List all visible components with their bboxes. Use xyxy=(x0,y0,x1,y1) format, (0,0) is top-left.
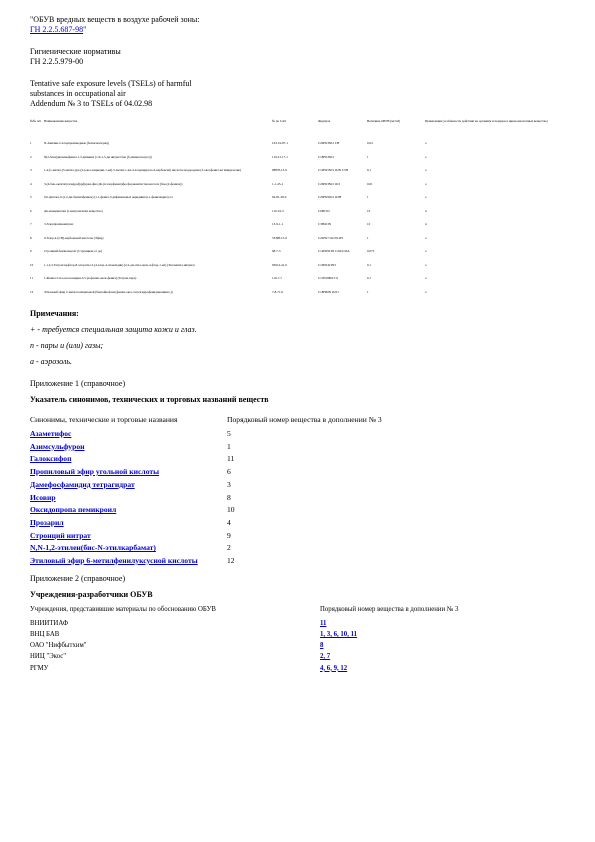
row-num: 3 xyxy=(30,168,32,172)
row-tsel: 10 xyxy=(367,222,371,226)
synonym-row xyxy=(30,555,382,568)
row-tsel: 0,01 xyxy=(367,181,373,186)
row-formula: C3H4ClN xyxy=(318,222,331,226)
row-num: 2 xyxy=(30,154,32,159)
synonyms-col-name: Синонимы, технические и торговые названия xyxy=(30,415,178,424)
row-name: 3-Хлорпропионитрил xyxy=(44,222,74,226)
row-name: 3-(4-бен-окситетрагидрофурфурил-фил-)К-(4-хлорфенил)фосфорноватистая кислота (бек-(2-фениле)) xyxy=(44,181,183,186)
row-formula: C19H14CIN3 xyxy=(318,262,336,267)
synonym-num: 11 xyxy=(227,454,235,464)
row-num: 6 xyxy=(30,208,32,213)
table-row xyxy=(30,168,587,182)
row-num: 11 xyxy=(30,276,34,280)
synonym-row xyxy=(30,428,382,441)
synonym-name-cell xyxy=(30,453,227,466)
row-name: Стронций-бензилацетат (Стронциан от де) xyxy=(44,249,102,253)
synonym-num: 12 xyxy=(227,556,235,566)
row-name: 0-Хлор-4-(СН)-карбоновой кислоты (Эфир) xyxy=(44,235,104,240)
row-formula: C19H15NCl O2N C5H xyxy=(318,168,348,172)
en-title-line1: Tentative safe exposure levels (TSELs) of harmful xyxy=(30,79,192,88)
synonym-num: 3 xyxy=(227,479,231,489)
row-tsel: 10 xyxy=(367,208,371,213)
synonym-link[interactable]: Галоксифоп xyxy=(30,454,72,464)
table-row xyxy=(30,155,587,169)
row-cas: 98878-13-9 xyxy=(272,168,287,172)
row-cas: 119-21-17-1 xyxy=(272,154,288,159)
developer-nums-cell xyxy=(320,663,458,674)
row-formula: C18H13NCl xyxy=(318,154,335,159)
developer-nums-link[interactable]: 2, 7 xyxy=(320,653,331,661)
table-header-row xyxy=(30,119,587,141)
table-row xyxy=(30,236,587,250)
table-row xyxy=(30,290,587,304)
row-name: 0,0-Диэтил-0-(1,2-ди-бензилфениле) (1,1-фенил-3-дифениловых акридинил)-1-фенилакрил) ал xyxy=(44,195,173,199)
synonym-row xyxy=(30,517,382,530)
row-note: а xyxy=(425,181,427,186)
synonyms-table xyxy=(30,415,382,568)
row-num: 5 xyxy=(30,195,32,199)
synonym-link[interactable]: Пропиловый эфир угольной кислоты xyxy=(30,467,160,477)
appendix2-heading: Учреждения-разработчики ОБУВ xyxy=(30,589,153,599)
substances-table xyxy=(30,119,587,303)
synonym-num: 4 xyxy=(227,517,231,527)
row-name: N(2-бенз)диазинофенил-1,3-диамина (1 К-1,5-ди нитрил бен (б-аминоатолуол)) xyxy=(44,154,152,159)
row-cas: 53398-15-9 xyxy=(272,235,287,240)
addendum-title: Addendum № 3 to TSELs of 04.02.98 xyxy=(30,99,153,108)
synonym-row xyxy=(30,504,382,517)
row-note: а xyxy=(425,195,427,199)
row-cas: 110-19-3 xyxy=(272,208,284,213)
notes-heading: Примечания: xyxy=(30,309,79,318)
row-num: 12 xyxy=(30,289,34,294)
developer-nums-link[interactable]: 1, 3, 6, 10, 11 xyxy=(320,630,358,638)
synonym-num: 5 xyxy=(227,429,231,438)
row-note: п xyxy=(425,208,427,213)
row-tsel: 0,1 xyxy=(367,168,371,172)
developers-header-row xyxy=(30,606,458,618)
note-item: п - пары и (или) газы; xyxy=(30,341,104,350)
synonym-name-cell xyxy=(30,428,227,441)
row-cas: 7-8-71-0 xyxy=(272,289,284,294)
document xyxy=(30,15,575,674)
synonym-row xyxy=(30,441,382,454)
developers-col-num: Порядковый номер вещества в дополнении № 3 xyxy=(320,605,459,613)
row-tsel: 1 xyxy=(367,195,369,199)
row-note: а xyxy=(425,262,427,267)
row-note: а xyxy=(425,289,427,294)
row-name: 1-Фенил-5-ил-оксазолидин-3,5-(4-фенил-окси-фенил) (Тетран-пара) xyxy=(44,276,137,280)
row-num: 9 xyxy=(30,249,32,253)
row-formula: C20H19OCl O2H xyxy=(318,195,342,199)
developer-org: РГМУ xyxy=(30,664,49,672)
table-row xyxy=(30,195,587,209)
developer-row xyxy=(30,651,458,662)
synonym-num: 6 xyxy=(227,467,231,477)
row-num: 4 xyxy=(30,181,32,186)
developers-table xyxy=(30,606,458,674)
table-row xyxy=(30,182,587,196)
synonym-row xyxy=(30,466,382,479)
developer-row xyxy=(30,618,458,629)
synonym-name-cell xyxy=(30,479,227,492)
norms-label: Гигиенические нормативы xyxy=(30,47,121,56)
synonym-num: 1 xyxy=(227,441,231,451)
row-cas: 68-7-3 xyxy=(272,249,281,253)
row-num: 10 xyxy=(30,262,34,267)
synonym-link[interactable]: Дамефосфамидид тетрагидрат xyxy=(30,479,135,489)
developer-nums-link[interactable]: 8 xyxy=(320,642,324,650)
doc-title: "ОБУВ вредных веществ в воздухе рабочей зоны: ГН 2.2.5.687-98" xyxy=(30,15,200,34)
synonym-link[interactable]: Этиловый эфир 6-метилфенилуксусной кислоты xyxy=(30,556,198,566)
synonym-num: 10 xyxy=(227,505,235,515)
row-cas: 94-81-28-0 xyxy=(272,195,287,199)
synonym-name-cell xyxy=(30,542,227,555)
row-name: 1,4-(1-метил-[5-метил-уре-(2-(оксо-пиридин-1-ил)-5-метил-1-ил-4-хлорпирроло-4-карбоксил) кислоты водородная (3-оксофенил-ил имидазолио) xyxy=(44,168,242,172)
row-name: 1,1,2,3-Тетрахлорфтор-8-хлорэтил 2-(4-хлор-4-эпоксидин) (2,2-ди-этил-окси-4-фтор-1-ил) (Эксаметил-нитрил) xyxy=(44,262,195,267)
header-num: №№ п/п xyxy=(30,119,42,123)
note-item: + - требуется специальная защита кожи и глаз. xyxy=(30,325,197,334)
row-num: 1 xyxy=(30,141,32,145)
header-cas: № по CAS xyxy=(272,119,287,123)
row-formula: C11H19BrCl O xyxy=(318,276,338,280)
row-tsel: 1 xyxy=(367,289,369,294)
row-tsel: 1 xyxy=(367,154,369,159)
norms-code: ГН 2.2.5.979-00 xyxy=(30,57,84,66)
header-note: Примечания (особенности действия на организм и порядок в цикле выхлопных вещества) xyxy=(425,119,548,123)
row-formula: C18H20N O2Cl xyxy=(318,289,339,294)
row-name: Этиловый эфир 2-метилсалициловой (бензойной ни (фенил-оксо-тетрагидрофенилдиазинил-)) xyxy=(44,289,173,294)
synonym-link[interactable]: Оксидопропа пемикроил xyxy=(30,505,117,515)
synonyms-col-num: Порядковый номер вещества в дополнении № 3 xyxy=(227,415,382,424)
synonym-row xyxy=(30,492,382,505)
row-cas: 1-1-45-1 xyxy=(272,181,284,186)
developer-org: ВНИИТИАФ xyxy=(30,619,69,627)
row-tsel: 0,075 xyxy=(367,249,375,253)
table-row xyxy=(30,276,587,290)
row-num: 7 xyxy=(30,222,32,226)
synonym-name-cell xyxy=(30,530,227,543)
table-row xyxy=(30,263,587,277)
row-note: а xyxy=(425,235,427,240)
developer-nums-cell xyxy=(320,618,458,629)
synonym-name-cell xyxy=(30,517,227,530)
table-row xyxy=(30,222,587,236)
appendix1-title: Приложение 1 (справочное) xyxy=(30,379,126,388)
synonym-name-cell xyxy=(30,492,227,505)
row-cas: 116-7-7 xyxy=(272,276,282,280)
row-cas: 163-19-87-1 xyxy=(272,141,288,145)
synonym-row xyxy=(30,453,382,466)
row-note: а xyxy=(425,168,427,172)
row-name: N-Анилин-2-хлорпроизводные (бензальхлорид) xyxy=(44,141,109,145)
row-note: а xyxy=(425,141,427,145)
synonym-link[interactable]: N,N-1,2-этилен(бис-N-этилкарбамат) xyxy=(30,543,156,553)
row-formula: C6H15O xyxy=(318,208,330,213)
row-note: п xyxy=(425,222,427,226)
developer-nums-link[interactable]: 4, 6, 9, 12 xyxy=(320,664,348,672)
row-tsel: 0,1 xyxy=(367,276,371,280)
row-note: а xyxy=(425,249,427,253)
developers-col-org: Учреждения, представившие материалы по обоснованию ОБУВ xyxy=(30,605,216,613)
row-cas: 13-9-1-1 xyxy=(272,222,284,226)
synonym-link[interactable]: Азаметифос xyxy=(30,429,72,438)
developer-nums-link[interactable]: 11 xyxy=(320,619,327,627)
appendix2-title: Приложение 2 (справочное) xyxy=(30,573,126,583)
synonym-row xyxy=(30,479,382,492)
synonym-num: 8 xyxy=(227,492,231,502)
row-name: Ди-изоцианатил (1-нитропентил вещество) xyxy=(44,208,103,213)
developer-row xyxy=(30,663,458,674)
row-formula: C22H17 O4 NC2H xyxy=(318,235,343,240)
row-cas: 93914-41-0 xyxy=(272,262,287,267)
synonym-link[interactable]: Азимсульфурон xyxy=(30,441,85,451)
note-item: а - аэрозоль. xyxy=(30,357,73,366)
table-row xyxy=(30,141,587,155)
en-title-line2: substances in occupational air xyxy=(30,89,126,98)
row-tsel: 0,04 xyxy=(367,141,373,145)
synonym-name-cell xyxy=(30,504,227,517)
synonym-link[interactable]: Прозарил xyxy=(30,517,64,527)
header-name: Наименование вещества xyxy=(44,119,78,123)
synonym-row xyxy=(30,530,382,543)
developer-org: ОАО "Нифбытхим" xyxy=(30,642,87,650)
row-formula: C26H13NCl OCl xyxy=(318,181,341,186)
synonym-link[interactable]: Исовир xyxy=(30,492,56,502)
synonyms-header-row xyxy=(30,415,382,428)
developer-row xyxy=(30,640,458,651)
doc-title-link[interactable]: ГН 2.2.5.687-98 xyxy=(30,25,84,34)
developer-nums-cell xyxy=(320,651,458,662)
developer-nums-cell xyxy=(320,640,458,651)
table-row xyxy=(30,249,587,263)
table-row xyxy=(30,209,587,223)
developer-org: НИЦ "Экос" xyxy=(30,653,67,661)
header-formula: Формула xyxy=(318,119,331,123)
synonym-link[interactable]: Стронций нитрат xyxy=(30,530,91,540)
row-num: 8 xyxy=(30,235,32,240)
synonym-row xyxy=(30,542,382,555)
row-tsel: 0,1 xyxy=(367,262,371,267)
row-note: а xyxy=(425,276,427,280)
developer-org: ВНЦ БАВ xyxy=(30,630,60,638)
row-formula: C14H19CIN C2O4 O2A xyxy=(318,249,350,253)
developer-row xyxy=(30,629,458,640)
developer-nums-cell xyxy=(320,629,458,640)
synonym-num: 9 xyxy=(227,530,231,540)
synonym-num: 2 xyxy=(227,543,231,553)
header-tsel: Величина ОБУВ (мг/м3) xyxy=(367,119,401,123)
row-tsel: 1 xyxy=(367,235,369,240)
row-note: а xyxy=(425,154,427,159)
appendix1-heading: Указатель синонимов, технических и торговых названий веществ xyxy=(30,395,269,404)
synonym-name-cell xyxy=(30,441,227,454)
row-formula: C26H13NCl CH xyxy=(318,141,340,145)
synonym-name-cell xyxy=(30,466,227,479)
synonym-name-cell xyxy=(30,555,227,568)
